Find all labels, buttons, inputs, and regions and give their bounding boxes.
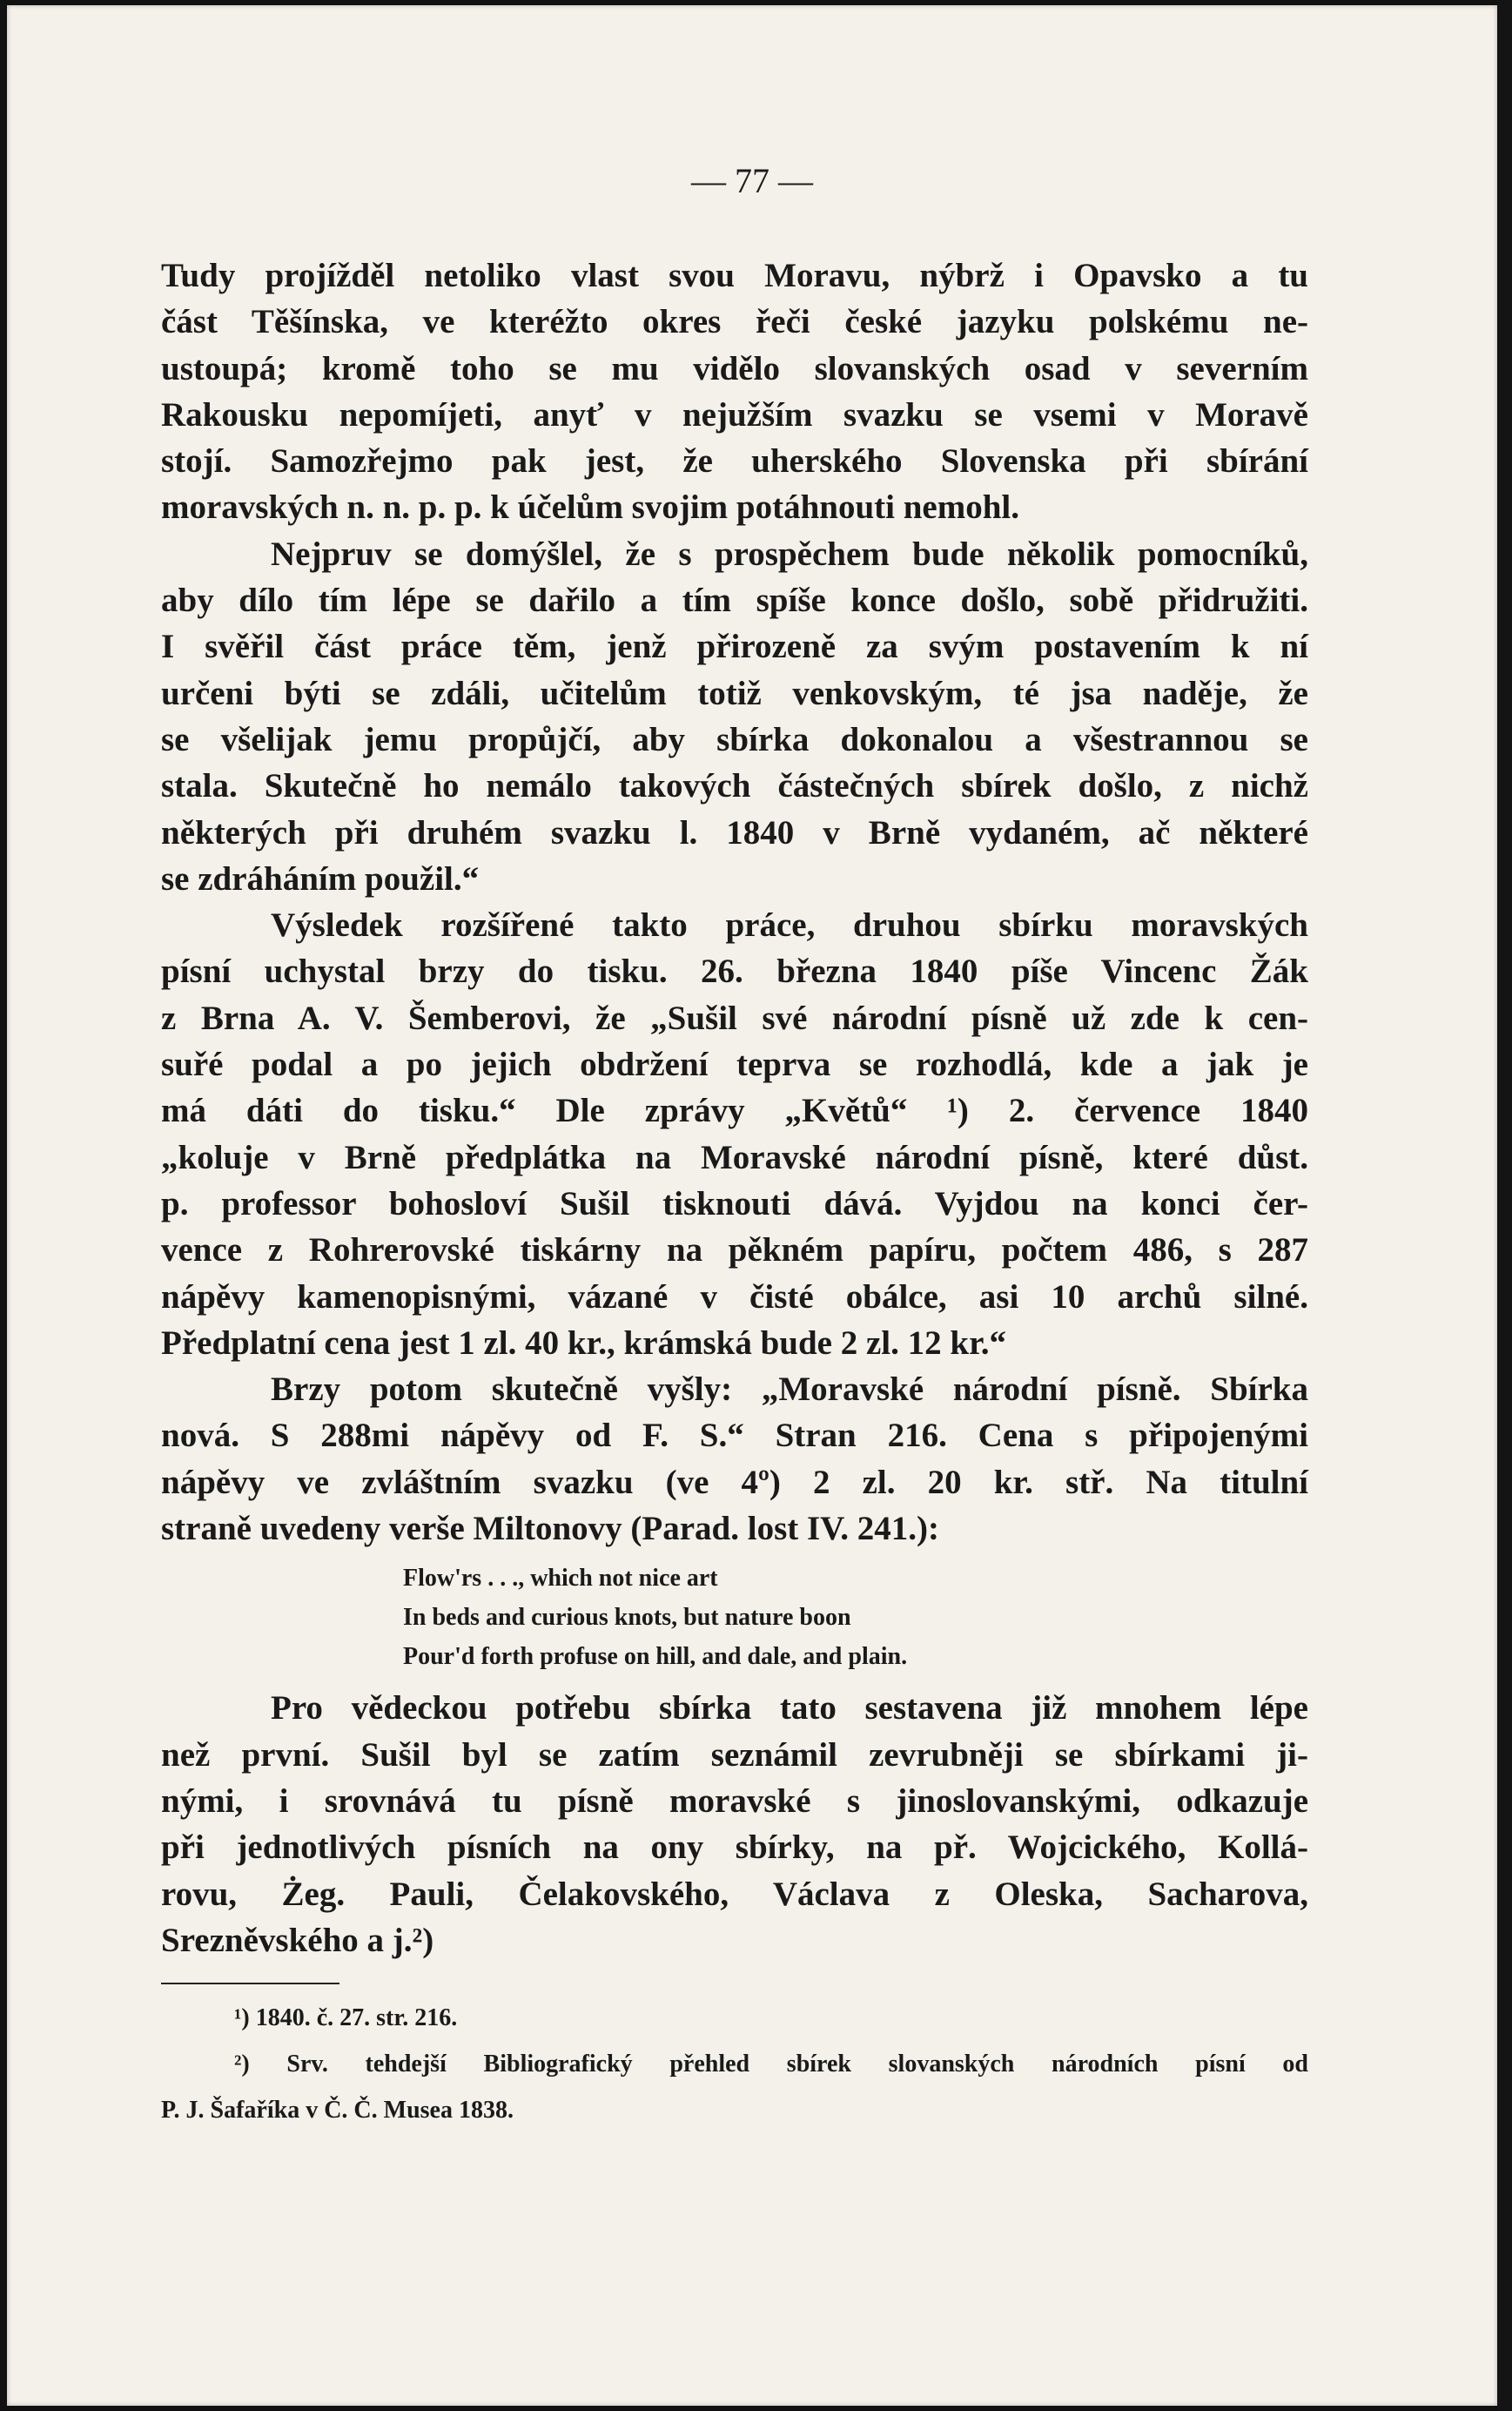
text-line: nými, i srovnává tu písně moravské s jinoslovanskými, odkazuje xyxy=(161,1781,1308,1820)
text-line: p. professor bohosloví Sušil tisknouti dává. Vyjdou na konci čer- xyxy=(161,1184,1308,1222)
footnotes xyxy=(161,1995,1308,2133)
text-line: nápěvy kamenopisnými, vázané v čisté obálce, asi 10 archů silné. xyxy=(161,1277,1308,1316)
text-line: stojí. Samozřejmo pak jest, že uherského Slovenska při sbírání xyxy=(161,442,1308,481)
text-line: má dáti do tisku.“ Dle zprávy „Květů“ ¹) 2. července 1840 xyxy=(161,1092,1308,1130)
text-line: suřé podal a po jejich obdržení teprva se rozhodlá, kde a jak je xyxy=(161,1046,1308,1084)
text-line: určeni býti se zdáli, učitelům totiž venkovským, té jsa naděje, že xyxy=(161,674,1308,712)
poem-line: Flow'rs . . ., which not nice art xyxy=(403,1565,718,1593)
text-line: rovu, Żeg. Pauli, Čelakovského, Václava z Oleska, Sacharova, xyxy=(161,1875,1308,1913)
text-line: moravských n. n. p. p. k účelům svojim potáhnouti nemohl. xyxy=(161,488,1020,527)
paragraphs xyxy=(161,253,1308,1552)
text-line: Srezněvského a j.²) xyxy=(161,1921,434,1959)
text-line: aby dílo tím lépe se dařilo a tím spíše konce došlo, sobě přidružiti. xyxy=(161,582,1308,620)
text-line: nová. S 288mi nápěvy od F. S.“ Stran 216. Cena s připojenými xyxy=(161,1417,1308,1455)
text-line: vence z Rohrerovské tiskárny na pěkném papíru, počtem 486, s 287 xyxy=(161,1231,1308,1269)
book-page xyxy=(7,5,1497,2406)
text-line: Výsledek rozšířené takto práce, druhou sbírku moravských xyxy=(271,906,1308,945)
scan-edge xyxy=(1497,0,1512,2411)
text-line: I svěřil část práce těm, jenž přirozeně za svým postavením k ní xyxy=(161,628,1308,666)
text-line: se všelijak jemu propůjčí, aby sbírka dokonalou a všestrannou se xyxy=(161,720,1308,758)
poem-quote xyxy=(403,1559,1308,1676)
page-number: — 77 — xyxy=(691,161,813,200)
poem-line: In beds and curious knots, but nature boon xyxy=(403,1604,851,1632)
text-line: straně uvedeny verše Miltonovy (Parad. lost IV. 241.): xyxy=(161,1510,940,1548)
text-line: Rakousku nepomíjeti, anyť v nejužším svazku se vsemi v Moravě xyxy=(161,395,1308,434)
text-line: Nejpruv se domýšlel, že s prospěchem bude několik pomocníků, xyxy=(271,535,1308,573)
text-line: „koluje v Brně předplátka na Moravské národní písně, které důst. xyxy=(161,1138,1308,1176)
text-line: při jednotlivých písních na ony sbírky, na př. Wojcického, Kollá- xyxy=(161,1828,1308,1867)
paragraph xyxy=(161,1685,1308,1963)
paragraph xyxy=(161,253,1308,531)
text-line: nápěvy ve zvláštním svazku (ve 4º) 2 zl. 20 kr. stř. Na titulní xyxy=(161,1463,1308,1501)
paragraph xyxy=(161,531,1308,902)
footnote-1: ¹) 1840. č. 27. str. 216. xyxy=(234,2004,458,2032)
text-line: Předplatní cena jest 1 zl. 40 kr., krámská bude 2 zl. 12 kr.“ xyxy=(161,1323,1007,1362)
paragraph-after-poem xyxy=(161,1685,1308,1963)
footnote-divider xyxy=(161,1983,339,1984)
body-text xyxy=(161,253,1308,2133)
poem-line: Pour'd forth profuse on hill, and dale, and plain. xyxy=(403,1643,908,1671)
text-line: Tudy projížděl netoliko vlast svou Moravu, nýbrž i Opavsko a tu xyxy=(161,257,1308,294)
footnote-2-line-1: ²) Srv. tehdejší Bibliografický přehled sbírek slovanských národních písní od xyxy=(234,2051,1308,2078)
text-line: některých při druhém svazku l. 1840 v Brně vydaném, ač některé xyxy=(161,813,1308,852)
text-line: písní uchystal brzy do tisku. 26. března 1840 píše Vincenc Žák xyxy=(161,953,1308,991)
footnote-2-line-2: P. J. Šafaříka v Č. Č. Musea 1838. xyxy=(161,2097,514,2125)
text-line: než první. Sušil byl se zatím seznámil zevrubněji se sbírkami ji- xyxy=(161,1735,1308,1774)
text-line: ustoupá; kromě toho se mu vidělo slovanských osad v severním xyxy=(161,349,1308,387)
paragraph xyxy=(161,1366,1308,1552)
text-line: stala. Skutečně ho nemálo takových částečných sbírek došlo, z nichž xyxy=(161,767,1308,805)
text-line: část Těšínska, ve kteréžto okres řeči české jazyku polskému ne- xyxy=(161,303,1308,341)
paragraph xyxy=(161,902,1308,1366)
text-line: Pro vědeckou potřebu sbírka tato sestavena již mnohem lépe xyxy=(271,1689,1308,1727)
text-line: z Brna A. V. Šemberovi, že „Sušil své národní písně už zde k cen- xyxy=(161,999,1308,1037)
text-line: se zdráháním použil.“ xyxy=(161,859,480,898)
text-line: Brzy potom skutečně vyšly: „Moravské národní písně. Sbírka xyxy=(271,1370,1308,1409)
